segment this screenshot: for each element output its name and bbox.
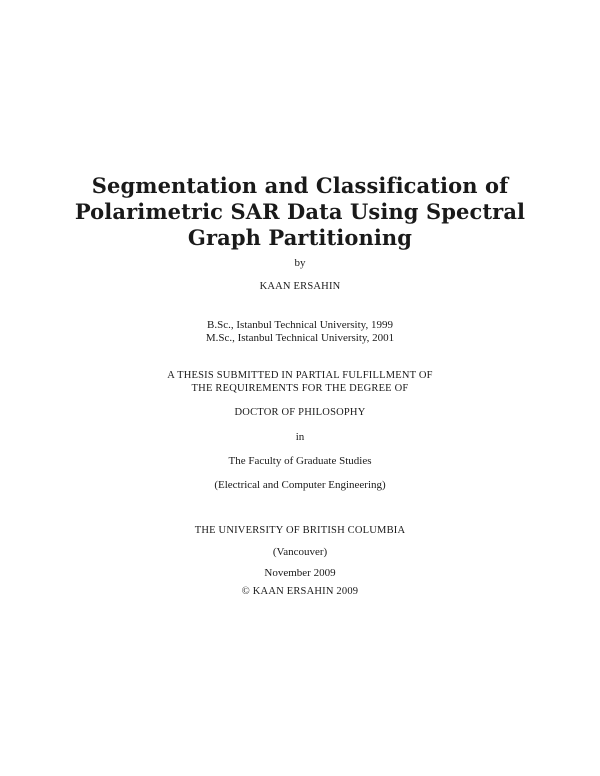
title-line-1: Segmentation and Classification of [91,173,509,198]
faculty-name: The Faculty of Graduate Studies [228,455,372,467]
author-name: KAAN ERSAHIN [259,281,341,292]
by-label: by [294,257,306,269]
location-label: (Vancouver) [272,546,328,558]
university-name: THE UNIVERSITY OF BRITISH COLUMBIA [194,525,406,536]
copyright-notice: © KAAN ERSAHIN 2009 [241,586,359,597]
submission-line-1: A THESIS SUBMITTED IN PARTIAL FULFILLMENT OF [167,370,433,381]
submission-line-2: THE REQUIREMENTS FOR THE DEGREE OF [191,383,409,394]
title-line-3: Graph Partitioning [187,225,413,250]
degree-bsc: B.Sc., Istanbul Technical University, 1999 [207,319,393,331]
in-label: in [295,431,305,443]
department-name: (Electrical and Computer Engineering) [214,479,386,491]
degree-msc: M.Sc., Istanbul Technical University, 2001 [205,332,395,344]
degree-name: DOCTOR OF PHILOSOPHY [234,407,366,418]
title-line-2: Polarimetric SAR Data Using Spectral [74,199,526,224]
date-label: November 2009 [264,567,336,579]
